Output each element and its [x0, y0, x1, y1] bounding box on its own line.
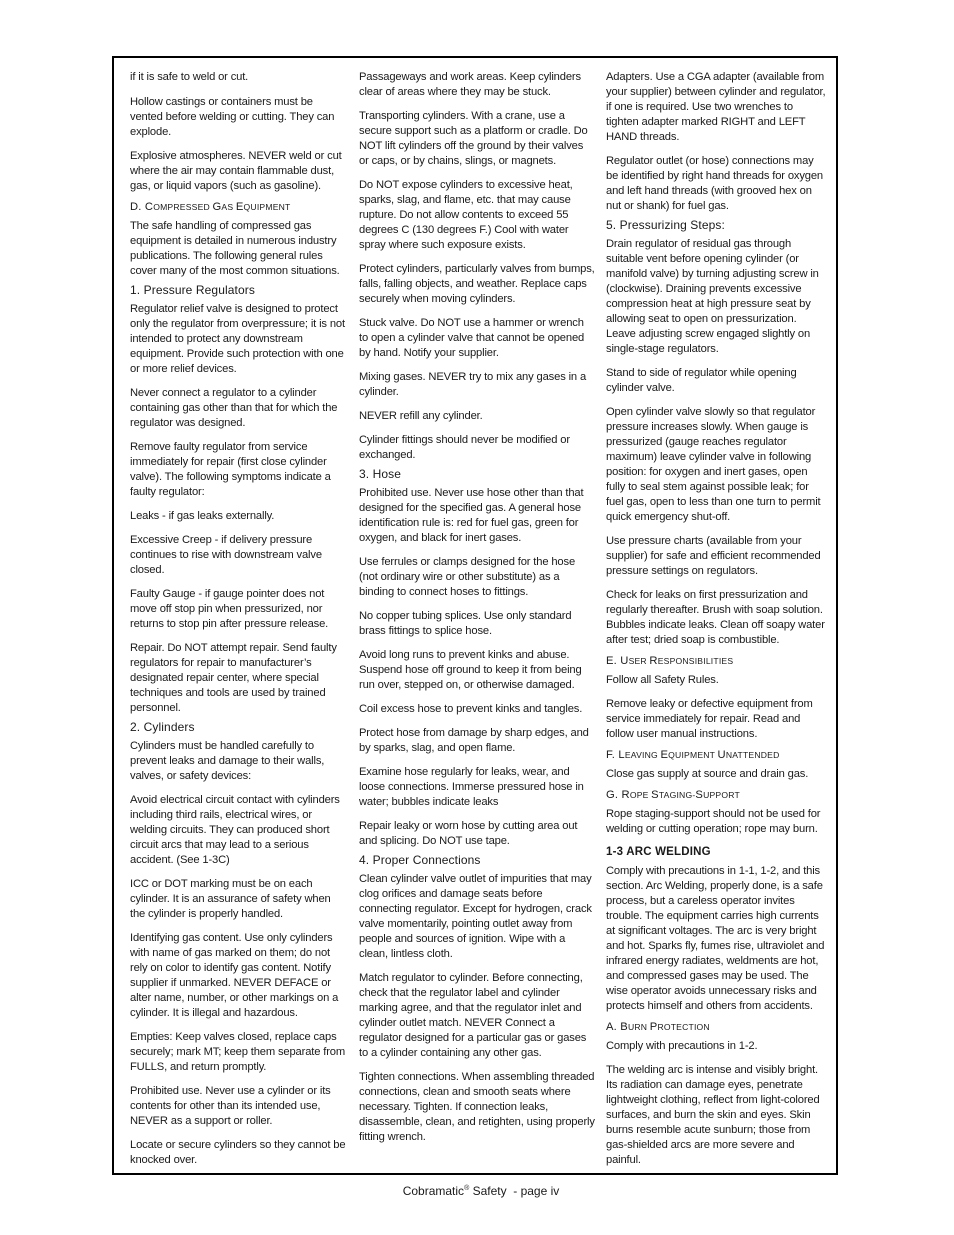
paragraph: Remove faulty regulator from service immediately for repair (first close cylinder valve). The following symptoms indicate a faulty regulator:: [130, 441, 331, 498]
paragraph: Open cylinder valve slowly so that regulator pressure increases slowly. When gauge is pressurized (gauge reaches regulator maximum) leave cylinder valve in following position: for oxygen and inert gases, open fully to seal stem against possible leak; for fuel gas, open to less than one turn to permit quick emergency shut-off.: [606, 406, 821, 523]
paragraph: Hollow castings or containers must be vented before welding or cutting. They can explode.: [130, 96, 335, 138]
paragraph: Transporting cylinders. With a crane, use a secure support such as a platform or cradle. Do NOT lift cylinders off the ground by their valves or caps, or by chains, slings, or magnets.: [359, 110, 588, 167]
paragraph: Passageways and work areas. Keep cylinders clear of areas where they may be stuck.: [359, 71, 581, 98]
subheading-proper-connections: 4. Proper Connections: [359, 853, 481, 867]
paragraph: Protect hose from damage by sharp edges, and by sparks, slag, and open flame.: [359, 727, 589, 754]
page-footer: [0, 1184, 954, 1198]
paragraph: Adapters. Use a CGA adapter (available from your supplier) between cylinder and regulator, if one is required. Use two wrenches to tighten adapter marked RIGHT and LEFT HAND threads.: [606, 71, 826, 143]
paragraph: Mixing gases. NEVER try to mix any gases in a cylinder.: [359, 371, 587, 398]
paragraph: Avoid long runs to prevent kinks and abuse. Suspend hose off ground to keep it from being run over, stepped on, or otherwise damaged.: [359, 649, 582, 691]
paragraph: ICC or DOT marking must be on each cylinder. It is an assurance of safety when the cylinder is properly handled.: [130, 878, 331, 920]
paragraph: Regulator relief valve is designed to protect only the regulator from overpressure; it is not intended to protect any downstream equipment. Provide such protection with one or more relief devices.: [130, 303, 345, 375]
paragraph: NEVER refill any cylinder.: [359, 410, 483, 422]
subheading-hose: 3. Hose: [359, 467, 402, 481]
paragraph: if it is safe to weld or cut.: [130, 71, 249, 83]
paragraph: Empties: Keep valves closed, replace caps securely; mark MT; keep them separate from FULLS, and return promptly.: [130, 1031, 346, 1073]
paragraph: Coil excess hose to prevent kinks and tangles.: [359, 703, 583, 715]
paragraph: Cylinder fittings should never be modified or exchanged.: [359, 434, 570, 461]
paragraph: Use pressure charts (available from your supplier) for safe and efficient recommended pressure settings on regulators.: [606, 535, 821, 577]
paragraph: Never connect a regulator to a cylinder containing gas other than that for which the regulator was designed.: [130, 387, 338, 429]
paragraph: Locate or secure cylinders so they cannot be knocked over.: [130, 1139, 346, 1166]
paragraph: Protect cylinders, particularly valves from bumps, falls, falling objects, and weather. Replace caps securely when moving cylinders.: [359, 263, 595, 305]
paragraph: Stand to side of regulator while opening cylinder valve.: [606, 367, 797, 394]
column-1: [130, 70, 348, 1177]
subheading-cylinders: 2. Cylinders: [130, 720, 195, 734]
paragraph: Rope staging-support should not be used for welding or cutting operation; rope may burn.: [606, 808, 821, 835]
paragraph: Regulator outlet (or hose) connections may be identified by right hand threads for oxygen and left hand threads (with grooved hex on nut or shank) for fuel gas.: [606, 155, 823, 212]
paragraph: Comply with precautions in 1-2.: [606, 1040, 758, 1052]
paragraph: Stuck valve. Do NOT use a hammer or wrench to open a cylinder valve that cannot be opened by hand. Notify your supplier.: [359, 317, 585, 359]
paragraph: Check for leaks on first pressurization and regularly thereafter. Brush with soap solution. Bubbles indicate leaks. Clean off soapy water after test; dried soap is combustible.: [606, 589, 825, 646]
paragraph: Drain regulator of residual gas through suitable vent before opening cylinder (or manifold valve) by turning adjusting screw in (clockwise). Draining prevents excessive compression heat at high pressure seat by allowing seat to open on pressurization. Leave adjusting screw engaged slightly on single-stage regulators.: [606, 238, 819, 355]
paragraph: Remove leaky or defective equipment from service immediately for repair. Read and follow user manual instructions.: [606, 698, 813, 740]
paragraph: Examine hose regularly for leaks, wear, and loose connections. Immerse pressured hose in water; bubbles indicate leaks: [359, 766, 584, 808]
paragraph: Follow all Safety Rules.: [606, 674, 719, 686]
paragraph: Identifying gas content. Use only cylinders with name of gas marked on them; do not rely on color to identify gas content. Notify supplier if unmarked. NEVER DEFACE or alter name, number, or other markings on a cylinder. It is illegal and hazardous.: [130, 932, 339, 1019]
paragraph: Leaks - if gas leaks externally.: [130, 510, 275, 522]
section-heading-arc-welding: 1-3 ARC WELDING: [606, 846, 711, 858]
paragraph: Match regulator to cylinder. Before connecting, check that the regulator label and cylinder marking agree, and that the regulator inlet and cylinder outlet match. NEVER Connect a regulator designed for a particular gas or gases to a cylinder containing any other gas.: [359, 972, 587, 1059]
paragraph: Tighten connections. When assembling threaded connections, clean and smooth seats where necessary. Tighten. If connection leaks, disassemble, clean, and retighten, using properly fitting wrench.: [359, 1071, 595, 1143]
paragraph: Cylinders must be handled carefully to prevent leaks and damage to their walls, valves, or safety devices:: [130, 740, 325, 782]
column-3: [606, 70, 826, 1177]
column-2: [359, 70, 595, 1154]
paragraph: Repair. Do NOT attempt repair. Send faulty regulators for repair to manufacturer’s designated repair center, where special techniques and tools are used by trained personnel.: [130, 642, 337, 714]
paragraph: Use ferrules or clamps designed for the hose (not ordinary wire or other substitute) as a binding to connect hoses to fittings.: [359, 556, 576, 598]
paragraph: The welding arc is intense and visibly bright. Its radiation can damage eyes, penetrate lightweight clothing, reflect from light-colored surfaces, and burn the skin and eyes. Skin burns resemble acute sunburn; those from gas-shielded arcs are more severe and painful.: [606, 1064, 820, 1166]
paragraph: The safe handling of compressed gas equipment is detailed in numerous industry publications. The following general rules cover many of the most common situations.: [130, 220, 340, 277]
section-heading-f: F. LEAVING EQUIPMENT UNATTENDED: [606, 749, 780, 761]
paragraph: Repair leaky or worn hose by cutting area out and splicing. Do NOT use tape.: [359, 820, 578, 847]
section-heading-d: D. COMPRESSED GAS EQUIPMENT: [130, 201, 291, 213]
paragraph: Do NOT expose cylinders to excessive heat, sparks, slag, and flame, etc. that may cause rupture. Do not allow contents to exceed 55 degrees C (130 degrees F.) Cool with water spray where such exposure exists.: [359, 179, 573, 251]
paragraph: Explosive atmospheres. NEVER weld or cut where the air may contain flammable dust, gas, or liquid vapors (such as gasoline).: [130, 150, 342, 192]
paragraph: Close gas supply at source and drain gas.: [606, 768, 809, 780]
paragraph: No copper tubing splices. Use only standard brass fittings to splice hose.: [359, 610, 572, 637]
subheading-pressure-regulators: 1. Pressure Regulators: [130, 283, 255, 297]
paragraph: Comply with precautions in 1-1, 1-2, and this section. Arc Welding, properly done, is a safe process, but a careless operator invites trouble. The equipment carries high currents at significant voltages. The arc is very bright and hot. Sparks fly, fumes rise, ultraviolet and infrared energy radiates, weldments are hot, and compressed gases may be used. The wise operator avoids unnecessary risks and protects himself and others from accidents.: [606, 865, 825, 1012]
paragraph: Prohibited use. Never use a cylinder or its contents for other than its intended use, NEVER as a support or roller.: [130, 1085, 331, 1127]
paragraph: Faulty Gauge - if gauge pointer does not move off stop pin when pressurized, nor returns to stop pin after pressure release.: [130, 588, 329, 630]
paragraph: Clean cylinder valve outlet of impurities that may clog orifices and damage seats before connecting regulator. Except for hydrogen, crack valve momentarily, pointing outlet away from people and sources of ignition. Wipe with a clean, lintless cloth.: [359, 873, 592, 960]
section-heading-a: A. BURN PROTECTION: [606, 1021, 710, 1033]
subheading-pressurizing-steps: 5. Pressurizing Steps:: [606, 218, 725, 232]
paragraph: Excessive Creep - if delivery pressure continues to rise with downstream valve closed.: [130, 534, 322, 576]
footer-page-label: Safety - page iv: [469, 1184, 560, 1198]
footer-brand: Cobramatic: [402, 1184, 465, 1198]
paragraph: Prohibited use. Never use hose other than that designed for the specified gas. A general hose identification rule is: red for fuel gas, green for oxygen, and black for inert gases.: [359, 487, 584, 544]
section-heading-g: G. ROPE STAGING-SUPPORT: [606, 789, 740, 801]
registered-mark: ®: [464, 1185, 470, 1192]
section-heading-e: E. USER RESPONSIBILITIES: [606, 655, 734, 667]
paragraph: Avoid electrical circuit contact with cylinders including third rails, electrical wires, or welding circuits. They can produced short circuit arcs that may lead to a serious accident. (See 1-3C): [130, 794, 340, 866]
